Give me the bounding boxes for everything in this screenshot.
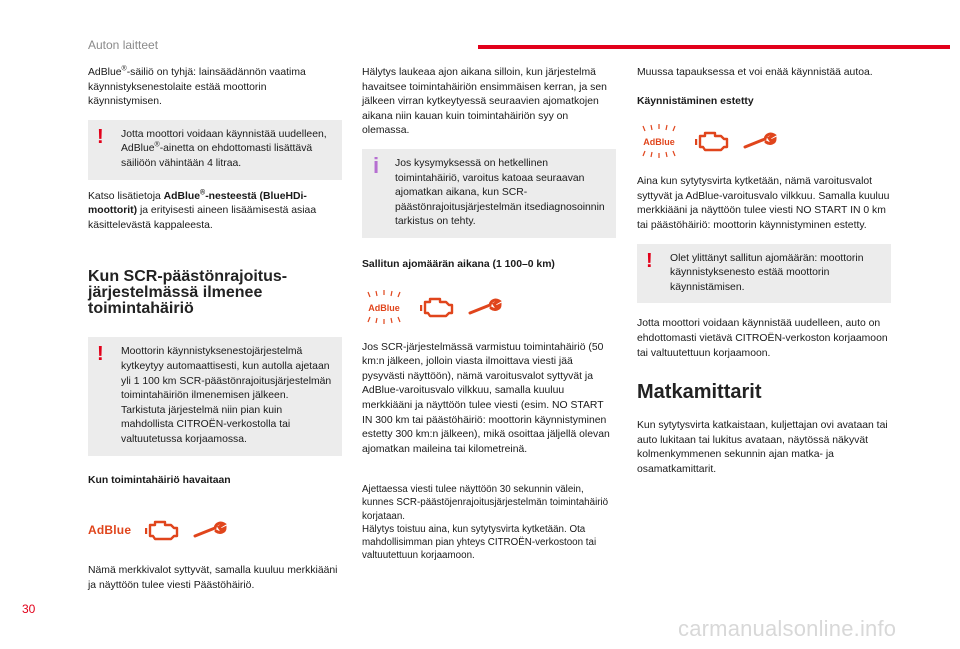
adblue-flashing-icon — [637, 124, 681, 158]
adblue-flashing-icon — [362, 290, 406, 324]
subheading-start-prevented: Käynnistäminen estetty — [637, 95, 754, 107]
engine-icon — [420, 294, 454, 320]
subheading-allowed-range: Sallitun ajomäärän aikana (1 100–0 km) — [362, 258, 555, 270]
paragraph-adblue-empty: AdBlue®-säiliö on tyhjä: lainsäädännön vaatima käynnistyksenestolaite estää moottorin käynnistymisen. — [88, 65, 306, 108]
indicator-icons-row — [362, 285, 616, 329]
warning-icon: ! — [97, 343, 104, 366]
indicator-icons-row — [637, 119, 891, 163]
wrench-icon — [468, 297, 502, 317]
paragraph-message-interval: Ajettaessa viesti tulee näyttöön 30 sekunnin välein, kunnes SCR-päästöjenrajoitusjärjestelmän toimintahäiriö korjataan. — [362, 484, 609, 522]
subheading-detected: Kun toimintahäiriö havaitaan — [88, 474, 231, 486]
engine-icon — [145, 517, 179, 543]
column-2 — [362, 66, 616, 573]
paragraph-restart: Jotta moottori voidaan käynnistää uudelleen, auto on ehdottomasti vietävä CITROËN-verkoston korjaamoon tai valtuutettuun korjaamoon. — [637, 318, 888, 359]
warning-box-exceeded: ! Olet ylittänyt sallitun ajomäärän: moottorin käynnistyksenesto estää moottorin käynnistämisen. — [637, 244, 891, 304]
svg-text:AdBlue: AdBlue — [643, 137, 675, 148]
wrench-icon — [193, 520, 227, 540]
info-icon: i — [373, 152, 380, 178]
paragraph-see-more: Katso lisätietoja AdBlue®-nesteestä (BlueHDi-moottorit) ja erityisesti aineen lisäämisestä asiaa käsittelevästä kappaleesta. — [88, 189, 317, 231]
paragraph-ignition-on: Aina kun sytytysvirta kytketään, nämä varoitusvalot syttyvät ja AdBlue-varoitusvalo vilkkuu. Samalla kuuluu merkkiääni ja näyttöön tulee viesti NO START IN 0 km tai päästöhäiriö: moottorin käynnistyminen estetty. — [637, 176, 890, 231]
engine-icon — [695, 128, 729, 154]
paragraph-otherwise: Muussa tapauksessa et voi enää käynnistää autoa. — [637, 67, 873, 78]
header-rule — [478, 45, 950, 49]
warning-icon: ! — [97, 125, 104, 148]
paragraph-alert-repeat: Hälytys toistuu aina, kun sytytysvirta kytketään. Ota mahdollisimman pian yhteys CITROËN-verkostoon tai valtuutettuun korjaamoon. — [362, 523, 597, 562]
info-box-temporary: i Jos kysymyksessä on hetkellinen toimintahäiriö, varoitus katoaa seuraavan ajomatkan aikana, kun SCR-päästönrajoitusjärjestelmän itsediagnosoinnin tarkistus on tehty. — [362, 149, 616, 238]
indicator-icons-row — [88, 508, 342, 552]
section-heading-scr: Kun SCR-päästönrajoitus-järjestelmässä ilmenee toimintahäiriö — [88, 268, 288, 318]
paragraph-odometers: Kun sytytysvirta katkaistaan, kuljettajan ovi avataan tai auto lukitaan tai lukitus avataan, näytössä näkyvät kolmenkymmenen sekunnin ajan matka- ja osamatkamittarit. — [637, 420, 888, 475]
column-3 — [637, 66, 891, 488]
warning-box-immobiliser: ! Moottorin käynnistyksenestojärjestelmä kytkeytyy automaattisesti, kun autolla ajetaan yli 1 100 km SCR-päästönrajoitusjärjestelmän toimintahäiriön ilmenemisen jälkeen. Tarkistuta järjestelmä niin pian kuin mahdollista CITROËN-verkostolla tai valtuutetussa korjaamossa. — [88, 337, 342, 455]
section-label: Auton laitteet — [88, 38, 159, 52]
warning-box-refill: ! Jotta moottori voidaan käynnistää uudelleen, AdBlue®-ainetta on ehdottomasti lisättävä säiliöön vähintään 4 litraa. — [88, 120, 342, 180]
page-number: 30 — [22, 602, 36, 616]
svg-text:AdBlue: AdBlue — [368, 302, 400, 313]
warning-icon: ! — [646, 249, 653, 272]
watermark: carmanualsonline.info — [678, 616, 897, 641]
paragraph-alert: Hälytys laukeaa ajon aikana silloin, kun järjestelmä havaitsee toimintahäiriön ensimmäisen kerran, ja sen jälkeen virran kytkeytyessä seuraavien ajomatkojen aikana niin kauan kuin toimintahäiriön syy on olemassa. — [362, 67, 607, 137]
paragraph-indicators-on: Nämä merkkivalot syttyvät, samalla kuuluu merkkiääni ja näyttöön tulee viesti Päästöhäiriö. — [88, 565, 338, 591]
section-heading-odometers: Matkamittarit — [637, 381, 762, 404]
wrench-icon — [743, 131, 777, 151]
adblue-icon: AdBlue — [88, 522, 132, 537]
paragraph-scr-fault: Jos SCR-järjestelmässä varmistuu toimintahäiriö (50 km:n jälkeen, jolloin viasta ilmoittava viesti jää pysyvästi näyttöön), nämä varoitusvalot syttyvät ja AdBlue-varoitusvalo vilkkuu, samalla kuuluu merkkiääni ja näyttöön tulee viesti (esim. NO START IN 300 km tai päästöhäiriö: moottorin käynnistyminen estetty 300 km:n jälkeen), mikä osoittaa jäljellä olevan ajomatkan maileina tai kilometreinä. — [362, 341, 610, 455]
column-1 — [88, 66, 342, 603]
